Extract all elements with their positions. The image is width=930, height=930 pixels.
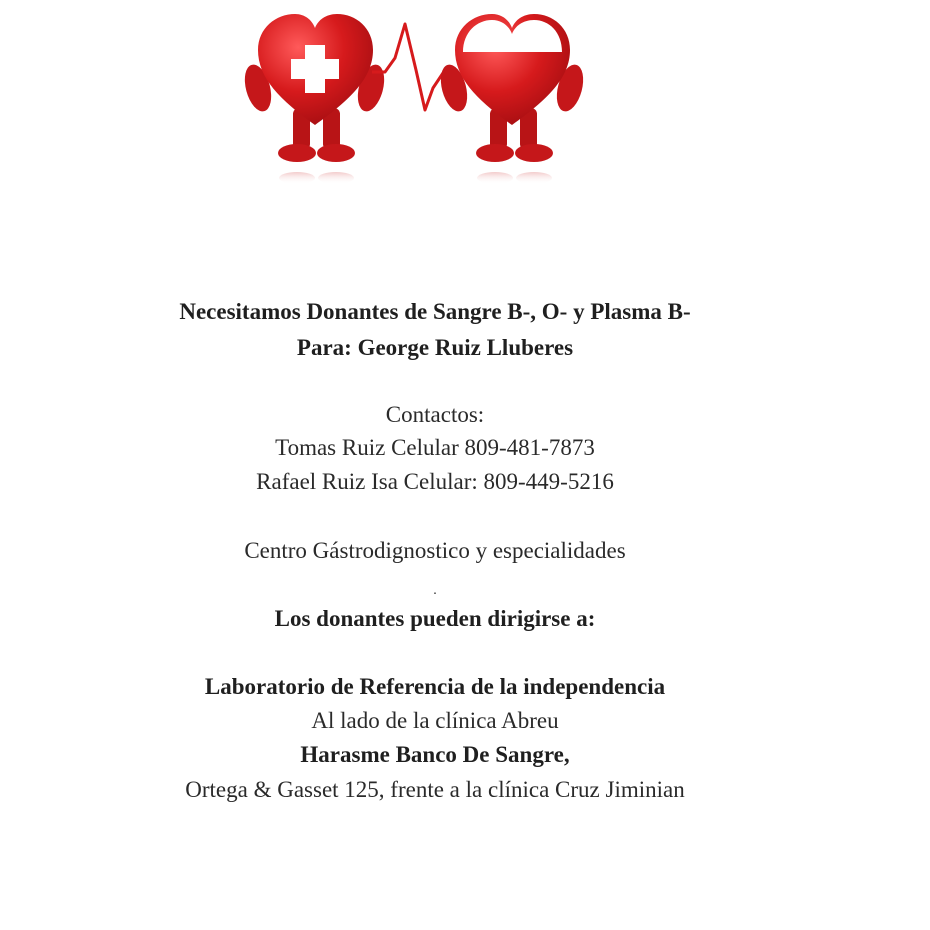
heartbeat-line-icon <box>372 24 455 110</box>
contacts-heading: Contactos: <box>385 402 485 427</box>
blood-donation-illustration <box>0 0 930 200</box>
location-laboratorio-name: Laboratorio de Referencia de la independencia <box>204 674 666 699</box>
separator-dot: . <box>433 583 437 598</box>
contact-rafael: Rafael Ruiz Isa Celular: 809-449-5216 <box>256 469 614 494</box>
location-harasme-name: Harasme Banco De Sangre, <box>300 742 570 767</box>
donation-request-headline: Necesitamos Donantes de Sangre B-, O- y Plasma B- <box>179 299 691 324</box>
blood-bag-heart-mascot-icon <box>436 14 588 184</box>
donors-heading: Los donantes pueden dirigirse a: <box>274 606 596 631</box>
medical-center-name: Centro Gástrodignostico y especialidades <box>244 538 626 563</box>
recipient-name: Para: George Ruiz Lluberes <box>296 335 574 360</box>
location-harasme-address: Ortega & Gasset 125, frente a la clínica Cruz Jiminian <box>185 777 685 802</box>
contact-tomas: Tomas Ruiz Celular 809-481-7873 <box>275 435 595 460</box>
location-laboratorio-address: Al lado de la clínica Abreu <box>311 708 559 733</box>
medical-cross-heart-mascot-icon <box>240 14 389 184</box>
